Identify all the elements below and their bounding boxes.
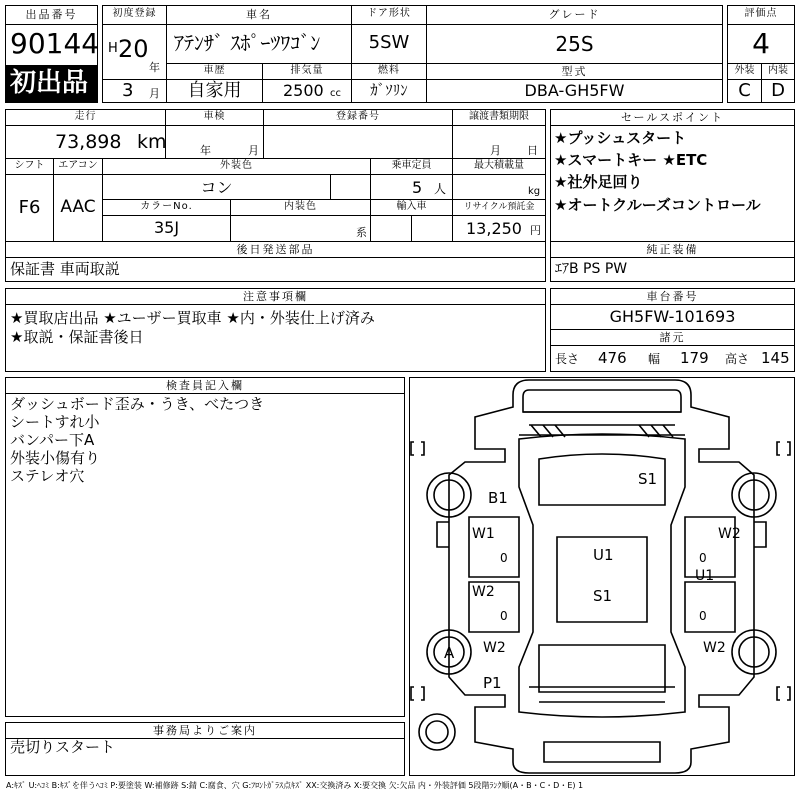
office-header: 事務局よりご案内 bbox=[153, 724, 257, 737]
recycle-header: リサイクル預託金 bbox=[463, 202, 535, 212]
interior-color-unit: 系 bbox=[356, 226, 367, 239]
inspector-line: シートすれ小 bbox=[10, 413, 100, 431]
sales-points-header: セールスポイント bbox=[620, 111, 724, 124]
inspector-line: ステレオ穴 bbox=[10, 467, 85, 485]
dims-header: 諸元 bbox=[659, 331, 686, 344]
height-label: 高さ bbox=[725, 352, 750, 366]
fuel-header: 燃料 bbox=[378, 65, 400, 76]
seating-value: 5 bbox=[412, 178, 423, 197]
damage-mark-u1-right: U1 bbox=[695, 568, 715, 584]
sales-point-line: ★スマートキー ★ETC bbox=[554, 151, 708, 169]
grade-header: グレード bbox=[548, 8, 601, 21]
score-header: 評価点 bbox=[744, 8, 778, 19]
damage-mark-b1: B1 bbox=[488, 489, 508, 507]
notes-header: 注意事項欄 bbox=[243, 290, 308, 303]
length-label: 長さ bbox=[555, 352, 580, 366]
interior-grade: D bbox=[771, 80, 785, 101]
sales-point-line: ★プッシュスタート bbox=[554, 129, 687, 147]
inspector-line: ダッシュボード歪み・うき、べたつき bbox=[10, 395, 265, 413]
seating-header: 乗車定員 bbox=[391, 160, 432, 171]
registration-header: 登録番号 bbox=[336, 111, 380, 122]
import-cell-a bbox=[370, 215, 412, 242]
lot-header: 出品番号 bbox=[25, 8, 78, 21]
dims-cell bbox=[550, 345, 795, 372]
history-value: 自家用 bbox=[187, 80, 242, 101]
height-value: 145 bbox=[761, 349, 790, 367]
sales-point-line: ★社外足回り bbox=[554, 173, 643, 191]
later-parts-value: 保証書 車両取説 bbox=[10, 260, 120, 278]
length-value: 476 bbox=[598, 349, 627, 367]
equipment-header: 純正装備 bbox=[646, 243, 699, 256]
ac-value: AAC bbox=[60, 197, 96, 217]
transfer-month-unit: 月 bbox=[490, 144, 501, 157]
door-value: 5SW bbox=[368, 32, 410, 53]
later-parts-header: 後日発送部品 bbox=[236, 243, 315, 256]
inspector-line: バンパー下A bbox=[10, 431, 95, 449]
car-name: ｱﾃﾝｻﾞ ｽﾎﾟｰﾂﾜｺﾞﾝ bbox=[174, 31, 321, 55]
shift-value: F6 bbox=[18, 197, 41, 218]
inspection-month-unit: 月 bbox=[248, 144, 259, 157]
exterior-header: 外装 bbox=[734, 65, 755, 76]
mileage-unit: km bbox=[137, 131, 167, 153]
year-unit: 年 bbox=[149, 61, 160, 74]
damage-mark-s1-top: S1 bbox=[638, 470, 658, 488]
color-header: 外装色 bbox=[220, 160, 253, 171]
damage-mark-s1-center: S1 bbox=[593, 587, 613, 605]
load-unit: kg bbox=[528, 186, 541, 197]
damage-mark-w2-right-top: W2 bbox=[718, 526, 741, 542]
era-letter: H bbox=[108, 41, 118, 56]
transfer-header: 譲渡書類期限 bbox=[469, 111, 529, 122]
door-header: ドア形状 bbox=[367, 8, 411, 19]
damage-mark-w2-left: W2 bbox=[472, 584, 495, 600]
interior-color-cell bbox=[230, 215, 371, 242]
interior-color-header: 内装色 bbox=[284, 201, 317, 212]
equipment-value: ｴｱB PS PW bbox=[555, 261, 628, 277]
model-header: 型式 bbox=[561, 65, 588, 78]
exterior-grade: C bbox=[738, 80, 751, 101]
mileage-header: 走行 bbox=[74, 111, 97, 122]
damage-mark-w1-left: W1 bbox=[472, 526, 495, 542]
registration-cell bbox=[263, 125, 453, 159]
mileage-value: 73,898 bbox=[55, 131, 122, 153]
damage-mark-w2-left-lower: W2 bbox=[483, 640, 506, 656]
chassis-header: 車台番号 bbox=[646, 290, 699, 303]
import-cell-b bbox=[411, 215, 453, 242]
displacement-value: 2500 bbox=[283, 81, 324, 100]
damage-mark-zero: 0 bbox=[699, 551, 707, 565]
transfer-day-unit: 日 bbox=[527, 144, 538, 157]
notes-line: ★取説・保証書後日 bbox=[10, 328, 144, 346]
first-listing-badge: 初出品 bbox=[10, 68, 89, 98]
color-no-value: 35J bbox=[153, 218, 180, 237]
ac-header: エアコン bbox=[58, 160, 98, 171]
score-value: 4 bbox=[752, 27, 770, 60]
sales-point-line: ★オートクルーズコントロール bbox=[554, 196, 761, 214]
interior-header: 内装 bbox=[768, 65, 788, 76]
shift-header: シフト bbox=[14, 160, 45, 171]
color-value: コン bbox=[200, 178, 233, 197]
damage-mark-w2-right-lower: W2 bbox=[703, 640, 726, 656]
color-no-header: カラーNo. bbox=[140, 201, 193, 212]
month-unit: 月 bbox=[149, 87, 160, 100]
first-reg-year: 20 bbox=[118, 35, 149, 63]
inspector-line: 外装小傷有り bbox=[10, 449, 101, 467]
history-header: 車歴 bbox=[203, 65, 226, 76]
first-reg-header: 初度登録 bbox=[112, 8, 157, 19]
damage-mark-a-wheel: A bbox=[444, 644, 455, 662]
inspection-header: 車検 bbox=[203, 111, 226, 122]
inspector-header: 検査員記入欄 bbox=[166, 379, 244, 392]
chassis-value: GH5FW-101693 bbox=[609, 307, 736, 326]
import-header: 輸入車 bbox=[396, 201, 427, 212]
damage-mark-p1: P1 bbox=[483, 674, 502, 692]
model-value: DBA-GH5FW bbox=[524, 81, 625, 100]
damage-mark-zero: 0 bbox=[500, 551, 508, 565]
recycle-unit: 円 bbox=[530, 224, 541, 237]
fuel-value: ｶﾞｿﾘﾝ bbox=[370, 81, 408, 99]
inspection-year-unit: 年 bbox=[200, 144, 211, 157]
grade-value: 25S bbox=[555, 32, 594, 56]
displacement-header: 排気量 bbox=[290, 65, 324, 76]
damage-mark-zero: 0 bbox=[699, 609, 707, 623]
damage-mark-zero: 0 bbox=[500, 609, 508, 623]
load-header: 最大積載量 bbox=[474, 160, 524, 171]
car-diagram bbox=[409, 377, 795, 776]
seating-unit: 人 bbox=[434, 182, 447, 196]
lot-number: 90144 bbox=[10, 27, 100, 60]
damage-mark-u1-center: U1 bbox=[593, 546, 614, 564]
width-value: 179 bbox=[680, 349, 709, 367]
first-reg-month: 3 bbox=[122, 80, 134, 101]
displacement-unit: cc bbox=[330, 88, 341, 99]
office-value: 売切りスタート bbox=[10, 738, 116, 756]
recycle-value: 13,250 bbox=[466, 219, 522, 238]
car-name-header: 車名 bbox=[246, 8, 272, 21]
color-spare-cell bbox=[330, 174, 371, 200]
notes-line: ★買取店出品 ★ユーザー買取車 ★内・外装仕上げ済み bbox=[10, 309, 375, 327]
width-label: 幅 bbox=[648, 352, 661, 366]
damage-code-legend: A:ｷｽﾞ U:ﾍｺﾐ B:ｷｽﾞを伴うﾍｺﾐ P:要塗装 W:補修跡 S:錆 C:腐食、穴 G:ﾌﾛﾝﾄｶﾞﾗｽ点ｷｽﾞ XX:交換済み X:要交換 欠:欠品 内・外装評価 5段階ﾗﾝｸ順(A・B・C・D・E) 1 bbox=[6, 781, 584, 790]
